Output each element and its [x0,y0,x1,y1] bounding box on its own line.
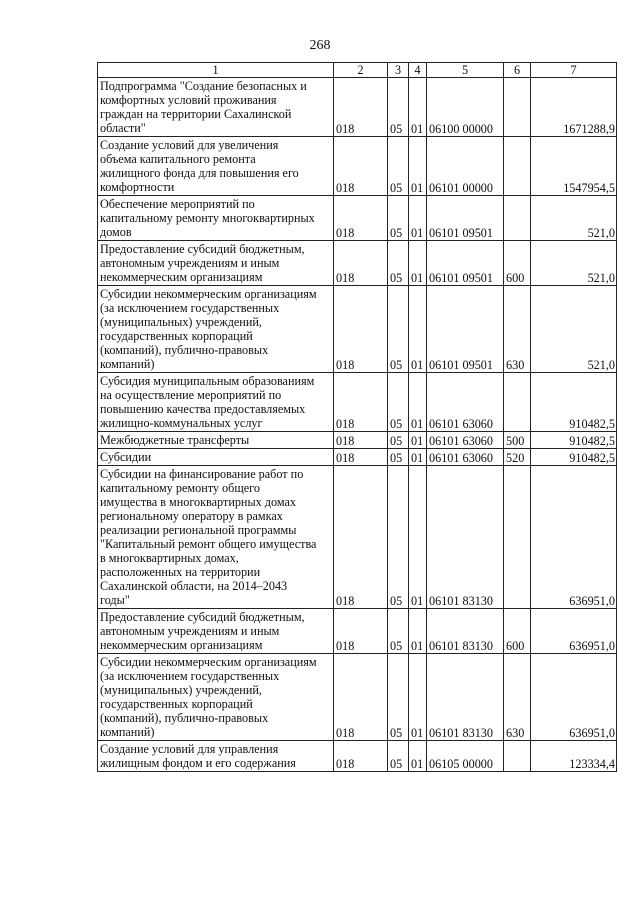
row-col4: 01 [409,137,427,196]
row-col5: 06100 00000 [427,78,504,137]
row-col2: 018 [334,432,388,449]
row-col3: 05 [388,137,409,196]
column-header: 5 [427,63,504,78]
row-col7: 910482,5 [531,373,617,432]
row-name: Создание условий для управления жилищным фондом и его содержания [98,741,334,772]
row-col5: 06101 83130 [427,654,504,741]
row-col2: 018 [334,78,388,137]
row-col2: 018 [334,137,388,196]
table-row [98,741,617,772]
row-col6: 630 [504,286,531,373]
table-row [98,654,617,741]
row-col5: 06101 09501 [427,286,504,373]
row-col6 [504,196,531,241]
row-name: Субсидия муниципальным образованиям на осуществление мероприятий по повышению качества предоставляемых жилищно-коммунальных услуг [98,373,334,432]
row-col7: 521,0 [531,241,617,286]
row-col4: 01 [409,741,427,772]
row-name: Субсидии на финансирование работ по капитальному ремонту общего имущества в многоквартирных домах региональному оператору в рамках реализации региональной программы "Капитальный ремонт общего имущества в многоквартирных домах, расположенных на территории Сахалинской области, на 2014–2043 годы" [98,466,334,609]
row-name: Обеспечение мероприятий по капитальному ремонту многоквартирных домов [98,196,334,241]
header-row [98,63,617,78]
page-number: 268 [309,38,331,53]
row-col4: 01 [409,78,427,137]
row-col3: 05 [388,741,409,772]
row-col3: 05 [388,241,409,286]
row-col4: 01 [409,432,427,449]
row-col6: 630 [504,654,531,741]
row-col5: 06101 09501 [427,196,504,241]
row-name: Подпрограмма "Создание безопасных и комфортных условий проживания граждан на территории Сахалинской области" [98,78,334,137]
row-col4: 01 [409,466,427,609]
column-header: 4 [409,63,427,78]
row-col6 [504,137,531,196]
row-col5: 06101 63060 [427,373,504,432]
row-col6 [504,741,531,772]
row-col7: 1671288,9 [531,78,617,137]
row-col7: 910482,5 [531,432,617,449]
row-col5: 06101 00000 [427,137,504,196]
row-col4: 01 [409,241,427,286]
row-col5: 06101 09501 [427,241,504,286]
row-name: Субсидии некоммерческим организациям (за исключением государственных (муниципальных) учреждений, государственных корпораций (компаний), публично-правовых компаний) [98,654,334,741]
row-col7: 521,0 [531,196,617,241]
row-col4: 01 [409,654,427,741]
row-col4: 01 [409,449,427,466]
row-col3: 05 [388,373,409,432]
budget-table [97,62,617,772]
row-col7: 521,0 [531,286,617,373]
row-col6: 520 [504,449,531,466]
row-col4: 01 [409,196,427,241]
row-col2: 018 [334,741,388,772]
row-col2: 018 [334,196,388,241]
row-col6 [504,373,531,432]
row-col3: 05 [388,609,409,654]
row-col5: 06101 83130 [427,466,504,609]
row-col6: 500 [504,432,531,449]
row-col5: 06101 63060 [427,432,504,449]
row-col2: 018 [334,241,388,286]
table-row [98,373,617,432]
row-col7: 636951,0 [531,654,617,741]
row-col7: 636951,0 [531,609,617,654]
column-header: 6 [504,63,531,78]
row-col7: 910482,5 [531,449,617,466]
row-col6: 600 [504,609,531,654]
table-row [98,449,617,466]
row-col3: 05 [388,466,409,609]
row-name: Субсидии [98,449,334,466]
table-row [98,78,617,137]
row-col3: 05 [388,196,409,241]
row-col2: 018 [334,609,388,654]
table-row [98,466,617,609]
row-col3: 05 [388,449,409,466]
column-header: 7 [531,63,617,78]
row-col4: 01 [409,373,427,432]
row-col6: 600 [504,241,531,286]
row-name: Предоставление субсидий бюджетным, автономным учреждениям и иным некоммерческим организациям [98,241,334,286]
row-col4: 01 [409,609,427,654]
row-col3: 05 [388,654,409,741]
table-row [98,241,617,286]
row-col2: 018 [334,449,388,466]
row-col3: 05 [388,432,409,449]
column-header: 1 [98,63,334,78]
table-row [98,609,617,654]
row-col5: 06105 00000 [427,741,504,772]
row-col6 [504,78,531,137]
row-col3: 05 [388,78,409,137]
row-col4: 01 [409,286,427,373]
row-col2: 018 [334,466,388,609]
row-col3: 05 [388,286,409,373]
row-col7: 123334,4 [531,741,617,772]
row-col5: 06101 83130 [427,609,504,654]
table-row [98,137,617,196]
row-col2: 018 [334,373,388,432]
column-header: 2 [334,63,388,78]
table-row [98,432,617,449]
row-col5: 06101 63060 [427,449,504,466]
row-col6 [504,466,531,609]
row-name: Предоставление субсидий бюджетным, автономным учреждениям и иным некоммерческим организациям [98,609,334,654]
row-name: Субсидии некоммерческим организациям (за исключением государственных (муниципальных) учреждений, государственных корпораций (компаний), публично-правовых компаний) [98,286,334,373]
row-col2: 018 [334,286,388,373]
column-header: 3 [388,63,409,78]
row-col7: 636951,0 [531,466,617,609]
row-name: Межбюджетные трансферты [98,432,334,449]
table-row [98,196,617,241]
table-row [98,286,617,373]
row-col7: 1547954,5 [531,137,617,196]
row-col2: 018 [334,654,388,741]
row-name: Создание условий для увеличения объема капитального ремонта жилищного фонда для повышения его комфортности [98,137,334,196]
